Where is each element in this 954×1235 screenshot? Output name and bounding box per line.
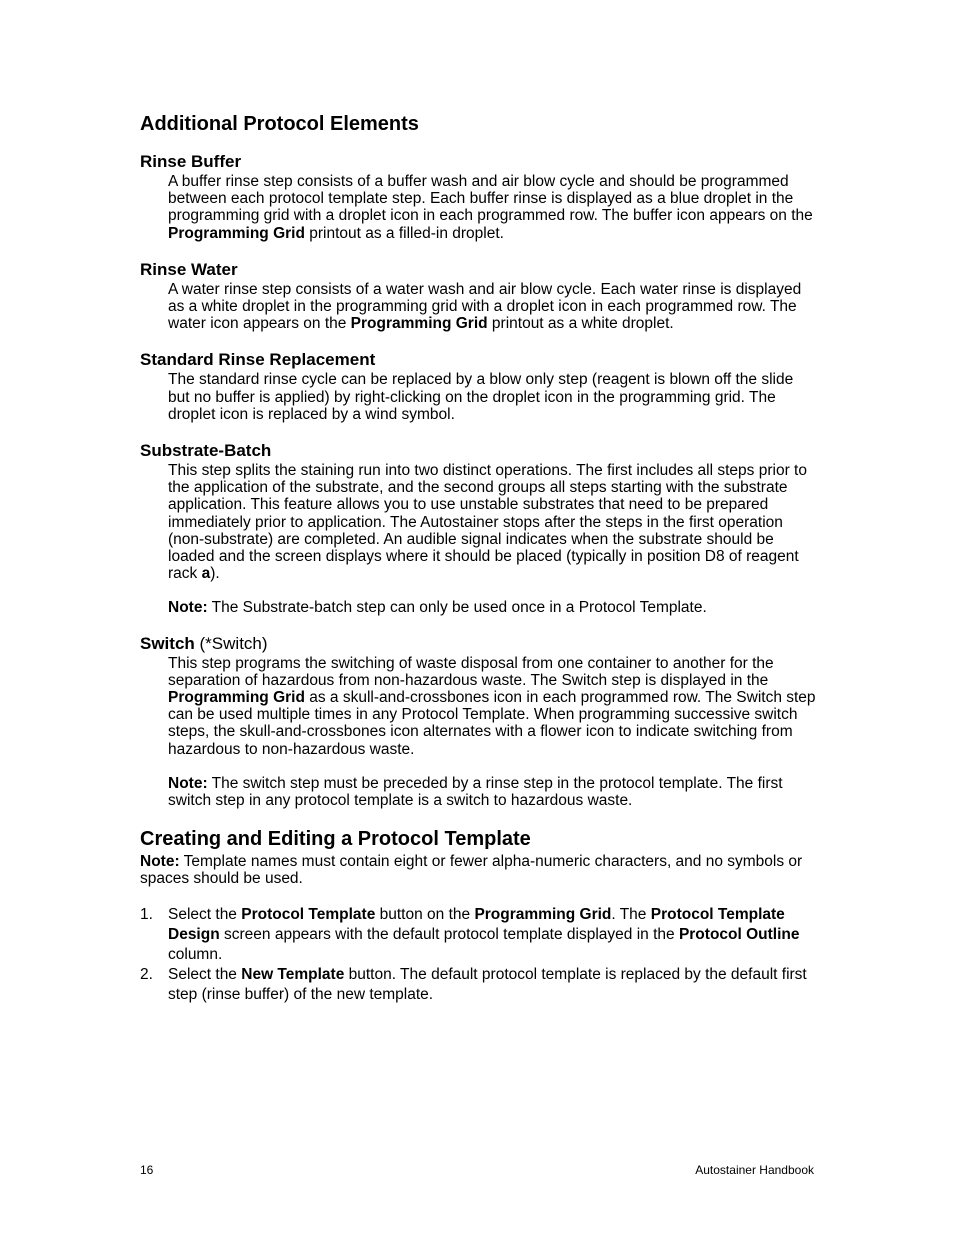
section-heading-creating-template: Creating and Editing a Protocol Template — [140, 828, 531, 851]
switch-text: This step programs the switching of waste disposal from one container to another for the separation of hazardous from non-hazardous waste. The Switch step is displayed in the Programming Grid as a skull-and-crossbones icon in each programmed row. The Switch step can be used multiple times in any Protocol Template. When programming successive switch steps, the skull-and-crossbones icon alternates with a flower icon to indicate switching from hazardous to non-hazardous waste. Note: The switch step must be preceded by a rinse step in the protocol template. The first switch step in any protocol template is a switch to hazardous waste. — [168, 654, 816, 810]
rinse-buffer-text: A buffer rinse step consists of a buffer wash and air blow cycle and should be programmed between each protocol template step. Each buffer rinse is displayed as a blue droplet in the programming grid with a droplet icon in each programmed row. The buffer icon appears on the Programming Grid printout as a filled-in droplet. — [168, 173, 813, 242]
switch-note: Note: The switch step must be preceded by a rinse step in the protocol template. The first switch step in any protocol template is a switch to hazardous waste. — [168, 774, 783, 810]
rinse-water-text: A water rinse step consists of a water wash and air blow cycle. Each water rinse is displayed as a white droplet in the programming grid with a droplet icon in each programmed row. The water icon appears on the Programming Grid printout as a white droplet. — [168, 280, 802, 333]
subheading-rinse-water: Rinse Water — [140, 259, 238, 279]
standard-rinse-text: The standard rinse cycle can be replaced by a blow only step (reagent is blown off the slide but no buffer is applied) by right-clicking on the droplet icon in the programming grid. The droplet icon is replaced by a wind symbol. — [168, 371, 794, 423]
list-item: 1. Select the Protocol Template button on the Programming Grid. The Protocol Template Design screen appears with the default protocol template displayed in the Protocol Outline column. — [140, 905, 800, 963]
substrate-batch-text: This step splits the staining run into two distinct operations. The first includes all steps prior to the application of the substrate, and the second groups all steps starting with the substrate application. This feature allows you to use unstable substrates that need to be prepared immediately prior to application. The Autostainer stops after the steps in the first operation (non-substrate) are completed. An audible signal indicates when the substrate should be loaded and the screen displays where it should be placed (typically in position D8 of reagent rack a). Note: The Substrate-batch step can only be used once in a Protocol Template. — [168, 462, 816, 617]
steps-list — [140, 905, 816, 1005]
subheading-switch: Switch (*Switch) — [140, 633, 268, 653]
substrate-batch-note: Note: The Substrate-batch step can only be used once in a Protocol Template. — [168, 599, 707, 617]
book-title: Autostainer Handbook — [695, 1163, 814, 1177]
subheading-rinse-buffer: Rinse Buffer — [140, 152, 242, 171]
section-heading-additional-elements: Additional Protocol Elements — [140, 113, 419, 135]
page-number: 16 — [140, 1163, 154, 1177]
subheading-substrate-batch: Substrate-Batch — [140, 441, 272, 461]
list-item: 2. Select the New Template button. The default protocol template is replaced by the default first step (rinse buffer) of the new template. — [140, 965, 807, 1003]
page-content — [140, 110, 816, 1005]
template-name-note: Note: Template names must contain eight or fewer alpha-numeric characters, and no symbols or spaces should be used. — [140, 853, 803, 888]
subheading-standard-rinse: Standard Rinse Replacement — [140, 350, 376, 370]
